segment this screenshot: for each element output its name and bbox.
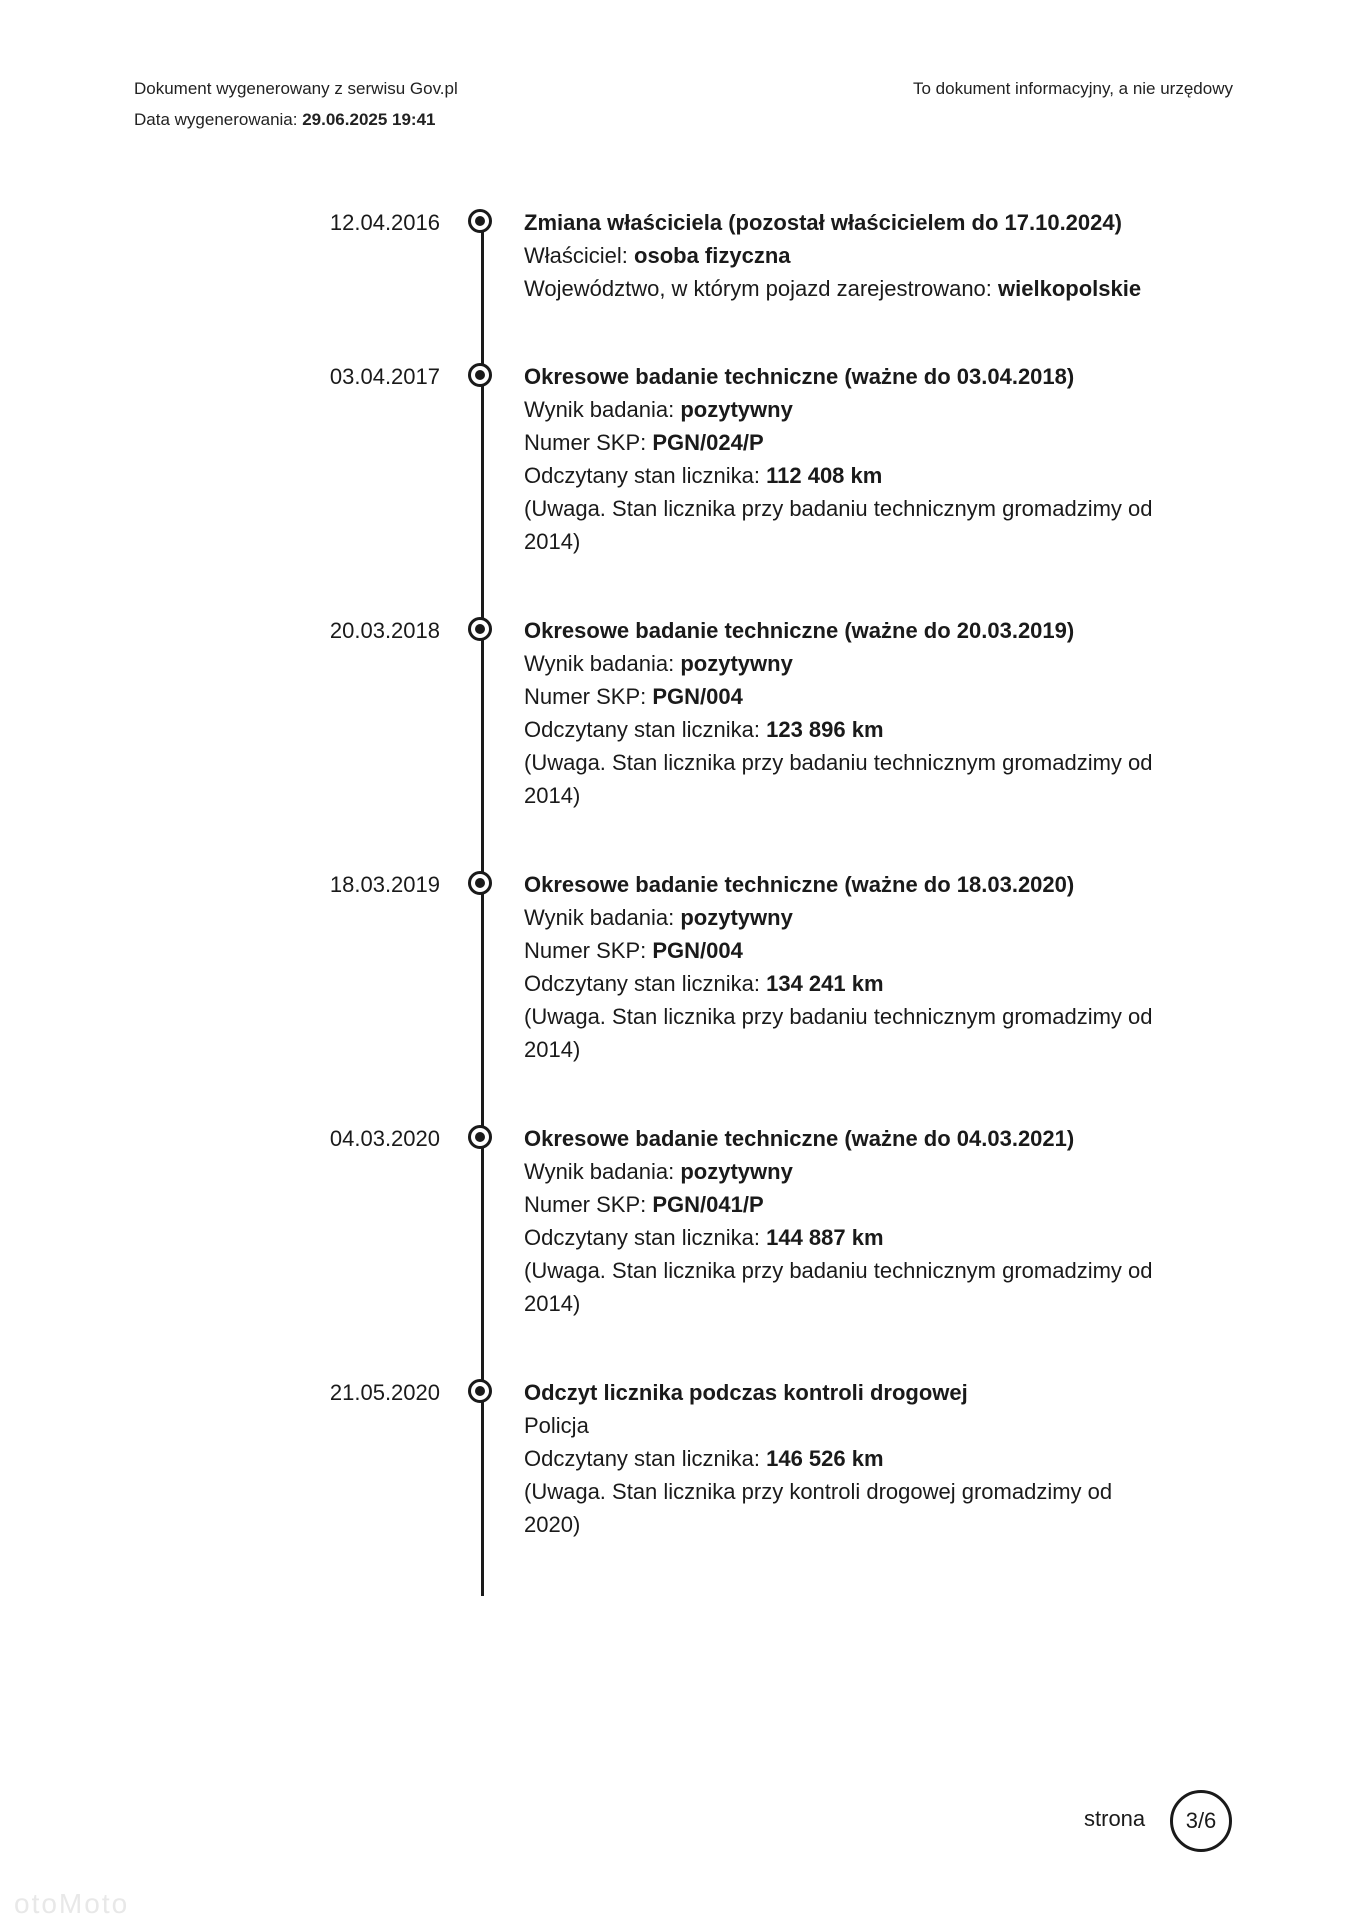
event-line [524, 1221, 1164, 1254]
event-details [524, 1376, 1164, 1541]
event-line-value: PGN/024/P [652, 430, 764, 455]
event-details [524, 614, 1164, 812]
event-line-label: Numer SKP: [524, 430, 653, 455]
event-line-label: Policja [524, 1413, 589, 1438]
event-line-label: Odczytany stan licznika: [524, 1446, 767, 1471]
event-date: 21.05.2020 [329, 1380, 440, 1405]
event-line [524, 746, 1164, 812]
event-line [524, 1000, 1164, 1066]
event-line [524, 393, 1164, 426]
event-line-value: PGN/004 [652, 938, 743, 963]
event-line-value: 144 887 km [766, 1225, 884, 1250]
event-line-value: pozytywny [680, 905, 793, 930]
timeline-dot-icon [468, 617, 492, 641]
event-line [524, 901, 1164, 934]
event-date: 20.03.2018 [329, 618, 440, 643]
event-line-label: Odczytany stan licznika: [524, 717, 767, 742]
event-title: Okresowe badanie techniczne (ważne do 18.03.2020) [524, 872, 1075, 897]
event-line-value: pozytywny [680, 1159, 793, 1184]
timeline-dot-icon [468, 363, 492, 387]
event-details [524, 360, 1164, 558]
event-line-label: Województwo, w którym pojazd zarejestrowano: [524, 276, 999, 301]
event-line [524, 239, 1164, 272]
event-date: 04.03.2020 [329, 1126, 440, 1151]
source-text: Dokument wygenerowany z serwisu Gov.pl [134, 79, 458, 98]
generated-date-value: 29.06.2025 19:41 [302, 110, 436, 129]
event-line [524, 1442, 1164, 1475]
event-line [524, 647, 1164, 680]
event-line-label: Wynik badania: [524, 651, 681, 676]
event-line [524, 492, 1164, 558]
event-line-label: Wynik badania: [524, 1159, 681, 1184]
timeline-dot-icon [468, 209, 492, 233]
event-line [524, 1188, 1164, 1221]
event-line [524, 1254, 1164, 1320]
event-line-value: pozytywny [680, 651, 793, 676]
event-line-value: wielkopolskie [998, 276, 1142, 301]
event-line-label: Odczytany stan licznika: [524, 1225, 767, 1250]
event-title: Okresowe badanie techniczne (ważne do 20.03.2019) [524, 618, 1075, 643]
event-line-label: Odczytany stan licznika: [524, 463, 767, 488]
event-line-value: osoba fizyczna [634, 243, 791, 268]
event-line-value: 134 241 km [766, 971, 884, 996]
event-line [524, 426, 1164, 459]
event-date: 12.04.2016 [329, 210, 440, 235]
timeline-dot-icon [468, 1125, 492, 1149]
event-line-label: (Uwaga. Stan licznika przy badaniu technicznym gromadzimy od 2014) [524, 1258, 1153, 1316]
event-line-value: 123 896 km [766, 717, 884, 742]
event-line-label: Wynik badania: [524, 397, 681, 422]
event-line-value: pozytywny [680, 397, 793, 422]
event-date: 03.04.2017 [329, 364, 440, 389]
event-line [524, 1475, 1164, 1541]
event-title: Odczyt licznika podczas kontroli drogowej [524, 1380, 968, 1405]
event-line [524, 934, 1164, 967]
event-title: Zmiana właściciela (pozostał właścicielem do 17.10.2024) [524, 210, 1122, 235]
event-line-label: Numer SKP: [524, 938, 653, 963]
page-label: strona [1084, 1806, 1146, 1831]
event-line-label: (Uwaga. Stan licznika przy badaniu technicznym gromadzimy od 2014) [524, 1004, 1153, 1062]
event-line [524, 459, 1164, 492]
event-details [524, 206, 1164, 305]
event-line-label: (Uwaga. Stan licznika przy kontroli drogowej gromadzimy od 2020) [524, 1479, 1113, 1537]
disclaimer: To dokument informacyjny, a nie urzędowy [912, 79, 1233, 98]
event-line-label: Właściciel: [524, 243, 635, 268]
event-line-label: (Uwaga. Stan licznika przy badaniu technicznym gromadzimy od 2014) [524, 750, 1153, 808]
timeline-dot-icon [468, 871, 492, 895]
event-line [524, 713, 1164, 746]
event-line-label: Numer SKP: [524, 1192, 653, 1217]
event-line [524, 1409, 1164, 1442]
event-line-value: PGN/004 [652, 684, 743, 709]
generated-date-label: Data wygenerowania: [134, 110, 298, 129]
event-title: Okresowe badanie techniczne (ważne do 03.04.2018) [524, 364, 1075, 389]
event-line [524, 272, 1164, 305]
event-line-label: Numer SKP: [524, 684, 653, 709]
page-number: 3/6 [1170, 1790, 1232, 1852]
timeline-dot-icon [468, 1379, 492, 1403]
event-details [524, 1122, 1164, 1320]
event-details [524, 868, 1164, 1066]
event-title: Okresowe badanie techniczne (ważne do 04.03.2021) [524, 1126, 1075, 1151]
generated-date [134, 110, 436, 130]
watermark: otoMoto [14, 1888, 130, 1919]
event-line [524, 1155, 1164, 1188]
event-line [524, 680, 1164, 713]
event-line-label: Odczytany stan licznika: [524, 971, 767, 996]
event-line-value: PGN/041/P [652, 1192, 764, 1217]
event-line-value: 146 526 km [766, 1446, 884, 1471]
event-line-value: 112 408 km [766, 463, 883, 488]
event-date: 18.03.2019 [329, 872, 440, 897]
event-line-label: Wynik badania: [524, 905, 681, 930]
event-line-label: (Uwaga. Stan licznika przy badaniu technicznym gromadzimy od 2014) [524, 496, 1153, 554]
event-line [524, 967, 1164, 1000]
